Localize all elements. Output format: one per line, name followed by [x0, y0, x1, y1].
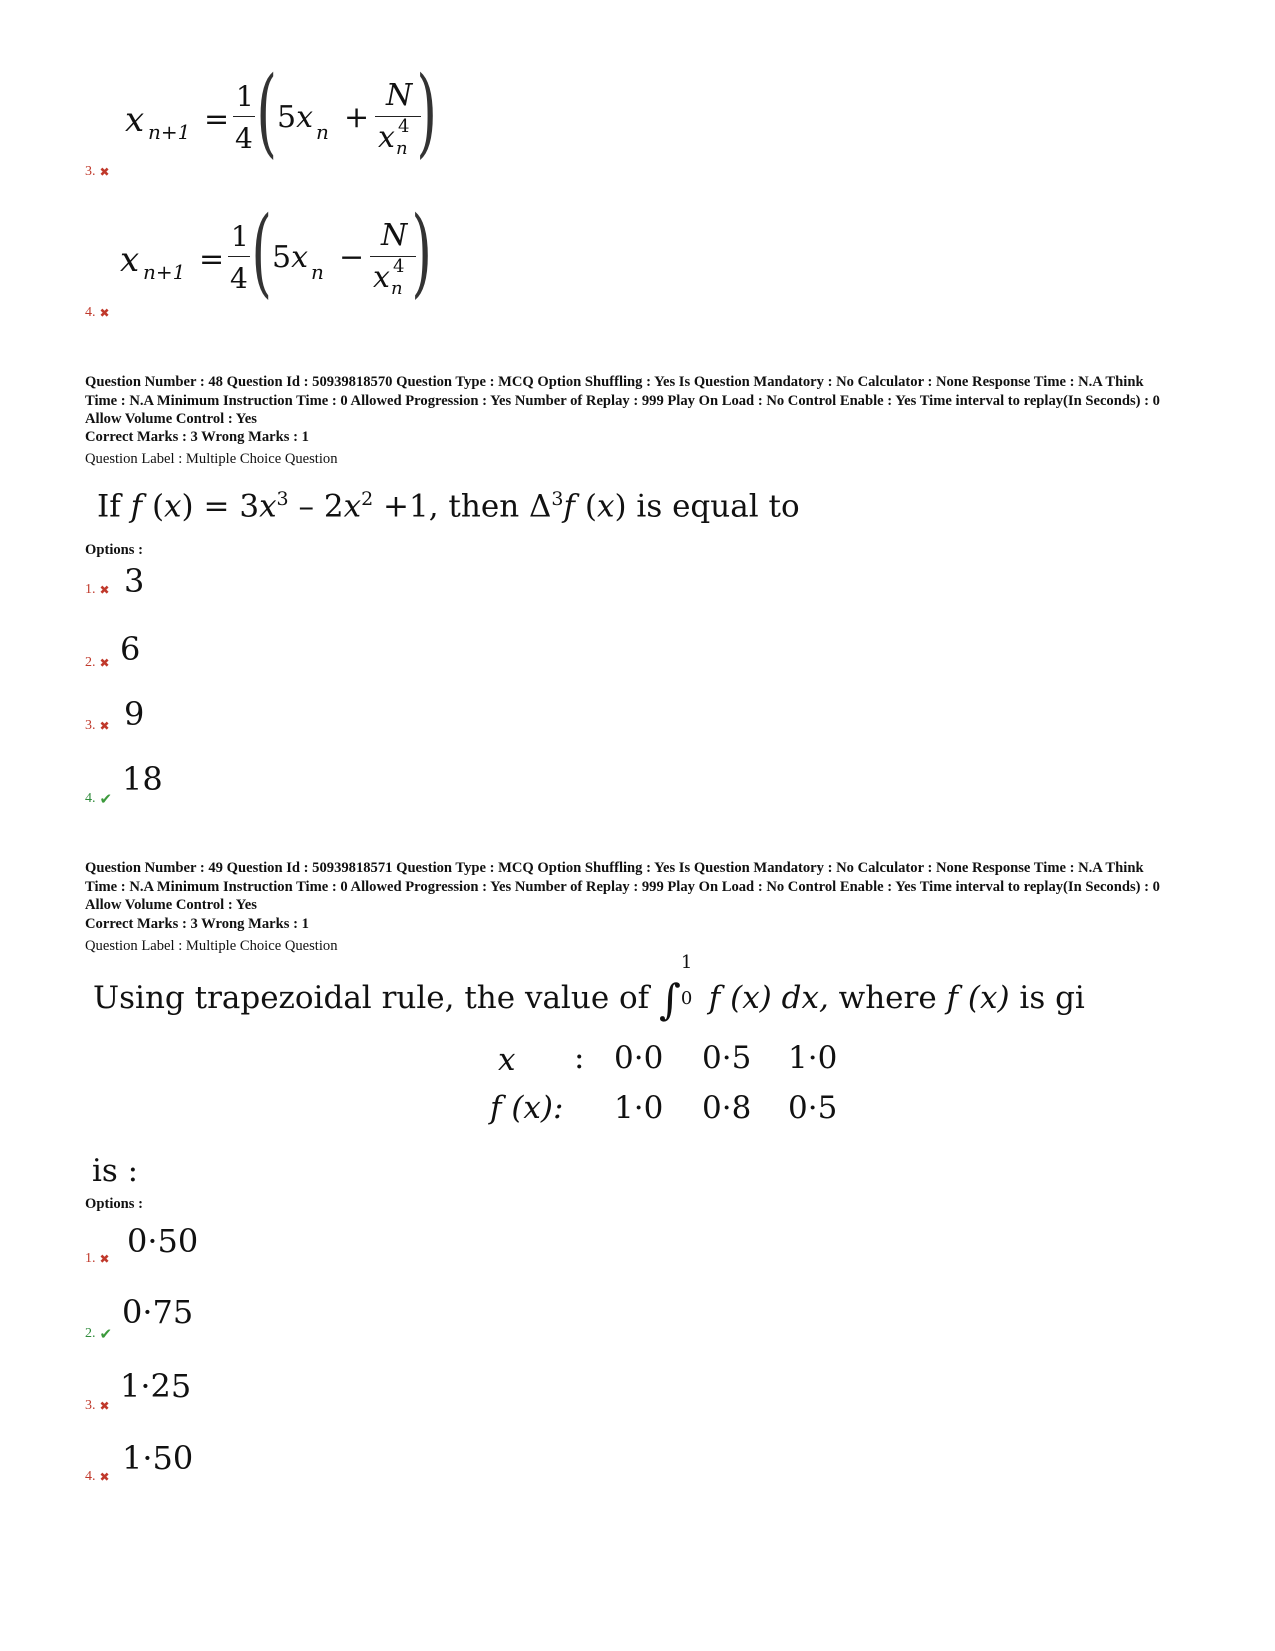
q49-option4-number: 4. ✖ [85, 1469, 110, 1484]
q47-option3-number: 3. ✖ [85, 164, 110, 179]
q47-option4-formula: x n+1 = 1 4 ( 5x n − N x 4 n ) [120, 196, 433, 308]
q48-label: Question Label : Multiple Choice Question [85, 451, 338, 467]
q49-option4-value: 1·50 [122, 1439, 194, 1477]
q49-marks: Correct Marks : 3 Wrong Marks : 1 [85, 916, 309, 932]
q47-option3-formula: x n+1 = 1 4 ( 5x n + N x 4 n ) [125, 56, 438, 168]
q48-options-heading: Options : [85, 542, 143, 558]
wrong-icon: ✖ [99, 1252, 110, 1266]
wrong-icon: ✖ [99, 165, 110, 179]
q48-option4-number: 4. ✔ [85, 790, 113, 808]
q49-data-table: x : 0·0 0·5 1·0 f (x): 1·0 0·8 0·5 [490, 1040, 838, 1126]
wrong-icon: ✖ [99, 306, 110, 320]
q48-option4-value: 18 [122, 760, 163, 798]
wrong-icon: ✖ [99, 719, 110, 733]
q49-label: Question Label : Multiple Choice Question [85, 938, 338, 954]
wrong-icon: ✖ [99, 583, 110, 597]
q49-option2-value: 0·75 [122, 1293, 194, 1331]
q48-option2-value: 6 [120, 630, 141, 668]
q49-meta: Question Number : 49 Question Id : 50939818571 Question Type : MCQ Option Shuffling : Yes Is Question Mandatory : No Calculator : None Response Time : N.A Think Time : N.A Minimum Instruction Time : 0 Allowed Progression : Yes Number of Replay : 999 Play On Load : No Control Enable : Yes Time interval to replay(In Seconds) : 0 Allow Volume Control : Yes [85, 860, 1160, 913]
q49-stem-end: is : [92, 1153, 139, 1189]
q48-option3-number: 3. ✖ [85, 718, 110, 733]
q48-option1-value: 3 [124, 562, 145, 600]
q49-option2-number: 2. ✔ [85, 1325, 113, 1343]
q48-option2-number: 2. ✖ [85, 655, 110, 670]
q47-option4-number: 4. ✖ [85, 305, 110, 320]
q48-stem: If f $(x) = 3x^3 - 2x^2 +1$, then $\Delta^3f$ (x) is equal to [97, 488, 800, 525]
correct-check-icon: ✔ [99, 1325, 113, 1343]
q49-option1-number: 1. ✖ [85, 1251, 110, 1266]
wrong-icon: ✖ [99, 656, 110, 670]
q49-option3-value: 1·25 [120, 1367, 192, 1405]
q48-marks: Correct Marks : 3 Wrong Marks : 1 [85, 429, 309, 445]
q48-meta: Question Number : 48 Question Id : 50939818570 Question Type : MCQ Option Shuffling : Yes Is Question Mandatory : No Calculator : None Response Time : N.A Think Time : N.A Minimum Instruction Time : 0 Allowed Progression : Yes Number of Replay : 999 Play On Load : No Control Enable : Yes Time interval to replay(In Seconds) : 0 Allow Volume Control : Yes [85, 374, 1160, 427]
wrong-icon: ✖ [99, 1399, 110, 1413]
q49-option3-number: 3. ✖ [85, 1398, 110, 1413]
wrong-icon: ✖ [99, 1470, 110, 1484]
q49-stem: Using trapezoidal rule, the value of ∫ 1 0 f (x) dx, where f (x) is gi [93, 952, 1085, 1024]
q49-options-heading: Options : [85, 1196, 143, 1212]
correct-check-icon: ✔ [99, 790, 113, 808]
q48-option3-value: 9 [124, 695, 145, 733]
q48-option1-number: 1. ✖ [85, 582, 110, 597]
q49-option1-value: 0·50 [127, 1222, 199, 1260]
